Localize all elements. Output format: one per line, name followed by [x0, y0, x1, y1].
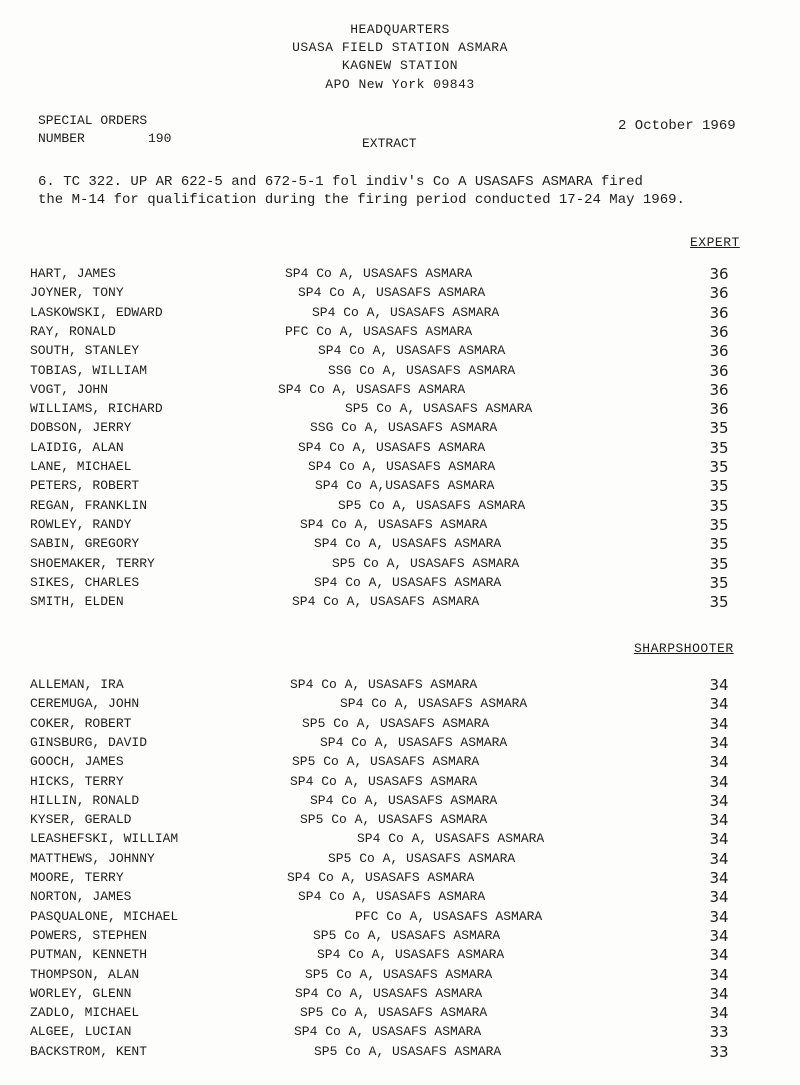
roster-row [0, 754, 800, 773]
qualification-score: 35 [709, 419, 729, 438]
soldier-unit: SP5 Co A, USASAFS ASMARA [328, 850, 516, 866]
soldier-unit: SP4 Co A, USASAFS ASMARA [290, 773, 478, 789]
soldier-name: THOMPSON, ALAN [30, 966, 140, 982]
soldier-unit: SP5 Co A, USASAFS ASMARA [302, 715, 490, 731]
roster-row [0, 928, 800, 947]
soldier-name: PETERS, ROBERT [30, 478, 140, 494]
soldier-unit: SP5 Co A, USASAFS ASMARA [314, 1043, 502, 1059]
roster-row [0, 986, 800, 1005]
roster-row [0, 420, 800, 439]
qualification-score: 34 [709, 676, 729, 694]
qualification-score: 35 [709, 593, 729, 612]
soldier-name: NORTON, JAMES [30, 889, 132, 905]
soldier-name: MOORE, TERRY [30, 870, 124, 885]
soldier-unit: SP4 Co A, USASAFS ASMARA [314, 536, 502, 552]
soldier-unit: SP5 Co A, USASAFS ASMARA [332, 555, 520, 571]
soldier-unit: SP4 Co A, USASAFS ASMARA [298, 889, 486, 905]
roster-row [0, 266, 800, 285]
header-line-4: APO New York 09843 [325, 77, 475, 92]
soldier-name: SIKES, CHARLES [30, 574, 140, 590]
soldier-unit: SP4 Co A, USASAFS ASMARA [278, 381, 466, 397]
soldier-name: HICKS, TERRY [30, 773, 124, 789]
soldier-unit: SP4 Co A, USASAFS ASMARA [314, 574, 502, 590]
qualification-score: 34 [709, 984, 729, 1003]
soldier-unit: SP4 Co A, USASAFS ASMARA [317, 947, 505, 963]
qualification-score: 33 [709, 1023, 729, 1042]
roster-row [0, 1024, 800, 1043]
soldier-unit: SP5 Co A, USASAFS ASMARA [305, 966, 493, 982]
soldier-unit: SP5 Co A, USASAFS ASMARA [292, 754, 480, 770]
soldier-name: DOBSON, JERRY [30, 420, 132, 436]
roster-row [0, 285, 800, 304]
roster-row [0, 1044, 800, 1063]
soldier-unit: SP4 Co A, USASAFS ASMARA [308, 459, 496, 474]
soldier-name: ROWLEY, RANDY [30, 516, 132, 532]
soldier-name: LAIDIG, ALAN [30, 439, 124, 455]
qualification-score: 36 [709, 265, 729, 283]
expert-heading: EXPERT [690, 235, 740, 250]
soldier-unit: SP4 Co A, USASAFS ASMARA [357, 831, 545, 847]
soldier-name: REGAN, FRANKLIN [30, 497, 148, 513]
roster-row [0, 967, 800, 986]
qualification-score: 34 [709, 791, 729, 810]
soldier-name: SHOEMAKER, TERRY [30, 555, 155, 571]
soldier-name: KYSER, GERALD [30, 812, 132, 828]
qualification-score: 34 [709, 869, 729, 887]
soldier-name: PUTMAN, KENNETH [30, 947, 148, 963]
soldier-unit: SP4 Co A, USASAFS ASMARA [298, 285, 486, 301]
soldier-name: SMITH, ELDEN [30, 594, 124, 610]
roster-row [0, 401, 800, 420]
qualification-score: 36 [709, 303, 729, 322]
header-line-2: USASA FIELD STATION ASMARA [292, 40, 508, 55]
soldier-name: BACKSTROM, KENT [30, 1043, 148, 1059]
qualification-score: 34 [709, 733, 729, 752]
roster-row [0, 735, 800, 754]
soldier-unit: SP5 Co A, USASAFS ASMARA [345, 401, 533, 417]
soldier-unit: SP4 Co A, USASAFS ASMARA [295, 985, 483, 1001]
header-line-1: HEADQUARTERS [350, 22, 450, 37]
soldier-name: TOBIAS, WILLIAM [30, 362, 148, 378]
qualification-score: 34 [709, 907, 729, 926]
roster-row [0, 440, 800, 459]
roster-row [0, 1005, 800, 1024]
roster-row [0, 793, 800, 812]
qualification-score: 36 [709, 400, 729, 419]
qualification-score: 34 [709, 695, 729, 714]
soldier-name: MATTHEWS, JOHNNY [30, 850, 155, 866]
soldier-name: WORLEY, GLENN [30, 985, 132, 1001]
qualification-score: 35 [709, 477, 729, 496]
roster-row [0, 517, 800, 536]
paragraph-line-1: 6. TC 322. UP AR 622-5 and 672-5-1 fol indiv's Co A USASAFS ASMARA fired [38, 174, 643, 190]
roster-row [0, 909, 800, 928]
soldier-unit: SP4 Co A, USASAFS ASMARA [290, 677, 478, 692]
qualification-score: 36 [709, 322, 729, 341]
soldier-unit: PFC Co A, USASAFS ASMARA [355, 908, 543, 924]
roster-row [0, 324, 800, 343]
soldier-name: ALLEMAN, IRA [30, 677, 124, 692]
order-number: 190 [148, 131, 172, 146]
roster-row [0, 556, 800, 575]
roster-row [0, 870, 800, 889]
roster-row [0, 343, 800, 362]
roster-row [0, 696, 800, 715]
soldier-unit: SP4 Co A, USASAFS ASMARA [312, 304, 500, 320]
qualification-score: 36 [709, 380, 729, 399]
soldier-unit: SP4 Co A, USASAFS ASMARA [287, 870, 475, 885]
qualification-score: 35 [709, 515, 729, 534]
soldier-name: LEASHEFSKI, WILLIAM [30, 831, 179, 847]
order-paragraph [38, 173, 778, 209]
soldier-unit: SP5 Co A, USASAFS ASMARA [300, 1005, 488, 1021]
soldier-name: PASQUALONE, MICHAEL [30, 908, 179, 924]
roster-row [0, 498, 800, 517]
soldier-unit: SP4 Co A, USASAFS ASMARA [340, 696, 528, 712]
qualification-score: 36 [709, 284, 729, 303]
qualification-score: 34 [709, 1004, 729, 1023]
qualification-score: 34 [709, 965, 729, 984]
soldier-name: SABIN, GREGORY [30, 536, 140, 552]
soldier-unit: SP5 Co A, USASAFS ASMARA [313, 927, 501, 943]
qualification-score: 35 [709, 535, 729, 554]
qualification-score: 34 [709, 811, 729, 830]
soldier-unit: SP5 Co A, USASAFS ASMARA [338, 497, 526, 513]
soldier-name: ZADLO, MICHAEL [30, 1005, 140, 1021]
soldier-unit: SP4 Co A,USASAFS ASMARA [315, 478, 495, 494]
roster-row [0, 716, 800, 735]
paragraph-line-2: the M-14 for qualification during the firing period conducted 17-24 May 1969. [38, 192, 685, 208]
soldier-name: RAY, RONALD [30, 323, 116, 339]
qualification-score: 35 [709, 438, 729, 457]
roster-row [0, 889, 800, 908]
soldier-name: LASKOWSKI, EDWARD [30, 304, 163, 320]
roster-row [0, 459, 800, 478]
roster-row [0, 575, 800, 594]
qualification-score: 33 [709, 1042, 729, 1061]
special-orders-label: SPECIAL ORDERS [38, 113, 148, 128]
soldier-name: LANE, MICHAEL [30, 459, 132, 474]
soldier-unit: SP4 Co A, USASAFS ASMARA [292, 594, 480, 610]
soldier-name: HART, JAMES [30, 266, 116, 281]
roster-row [0, 478, 800, 497]
qualification-score: 34 [709, 849, 729, 868]
qualification-score: 35 [709, 458, 729, 476]
qualification-score: 34 [709, 753, 729, 772]
qualification-score: 34 [709, 926, 729, 945]
qualification-score: 34 [709, 830, 729, 849]
qualification-score: 34 [709, 946, 729, 965]
roster-row [0, 382, 800, 401]
qualification-score: 34 [709, 772, 729, 791]
soldier-name: JOYNER, TONY [30, 285, 124, 301]
soldier-name: HILLIN, RONALD [30, 792, 140, 808]
roster-row [0, 363, 800, 382]
soldier-unit: SSG Co A, USASAFS ASMARA [310, 420, 498, 436]
roster-row [0, 536, 800, 555]
roster-row [0, 774, 800, 793]
soldier-name: COKER, ROBERT [30, 715, 132, 731]
soldier-unit: SP4 Co A, USASAFS ASMARA [300, 516, 488, 532]
soldier-unit: SP4 Co A, USASAFS ASMARA [320, 734, 508, 750]
soldier-name: ALGEE, LUCIAN [30, 1024, 132, 1040]
number-label: NUMBER [38, 131, 85, 146]
soldier-name: SOUTH, STANLEY [30, 343, 140, 359]
roster-row [0, 594, 800, 613]
soldier-unit: SP4 Co A, USASAFS ASMARA [310, 792, 498, 808]
soldier-name: CEREMUGA, JOHN [30, 696, 140, 712]
soldier-name: GOOCH, JAMES [30, 754, 124, 770]
soldier-name: POWERS, STEPHEN [30, 927, 148, 943]
qualification-score: 35 [709, 496, 729, 515]
soldier-unit: SP4 Co A, USASAFS ASMARA [298, 439, 486, 455]
roster-row [0, 947, 800, 966]
soldier-name: GINSBURG, DAVID [30, 734, 148, 750]
soldier-unit: SSG Co A, USASAFS ASMARA [328, 362, 516, 378]
roster-row [0, 305, 800, 324]
roster-row [0, 831, 800, 850]
sharpshooter-heading: SHARPSHOOTER [634, 641, 734, 656]
qualification-score: 36 [709, 361, 729, 380]
order-date: 2 October 1969 [618, 118, 736, 134]
roster-row [0, 812, 800, 831]
roster-row [0, 677, 800, 696]
soldier-unit: PFC Co A, USASAFS ASMARA [285, 323, 473, 339]
qualification-score: 36 [709, 342, 729, 361]
soldier-unit: SP4 Co A, USASAFS ASMARA [318, 343, 506, 359]
qualification-score: 34 [709, 714, 729, 733]
soldier-unit: SP5 Co A, USASAFS ASMARA [300, 812, 488, 828]
qualification-score: 35 [709, 554, 729, 573]
soldier-unit: SP4 Co A, USASAFS ASMARA [294, 1024, 482, 1040]
header-line-3: KAGNEW STATION [341, 58, 459, 73]
extract-label: EXTRACT [362, 136, 417, 151]
soldier-unit: SP4 Co A, USASAFS ASMARA [285, 266, 473, 281]
roster-row [0, 851, 800, 870]
soldier-name: WILLIAMS, RICHARD [30, 401, 163, 417]
soldier-name: VOGT, JOHN [30, 381, 109, 397]
qualification-score: 35 [709, 573, 729, 592]
qualification-score: 34 [709, 888, 729, 907]
